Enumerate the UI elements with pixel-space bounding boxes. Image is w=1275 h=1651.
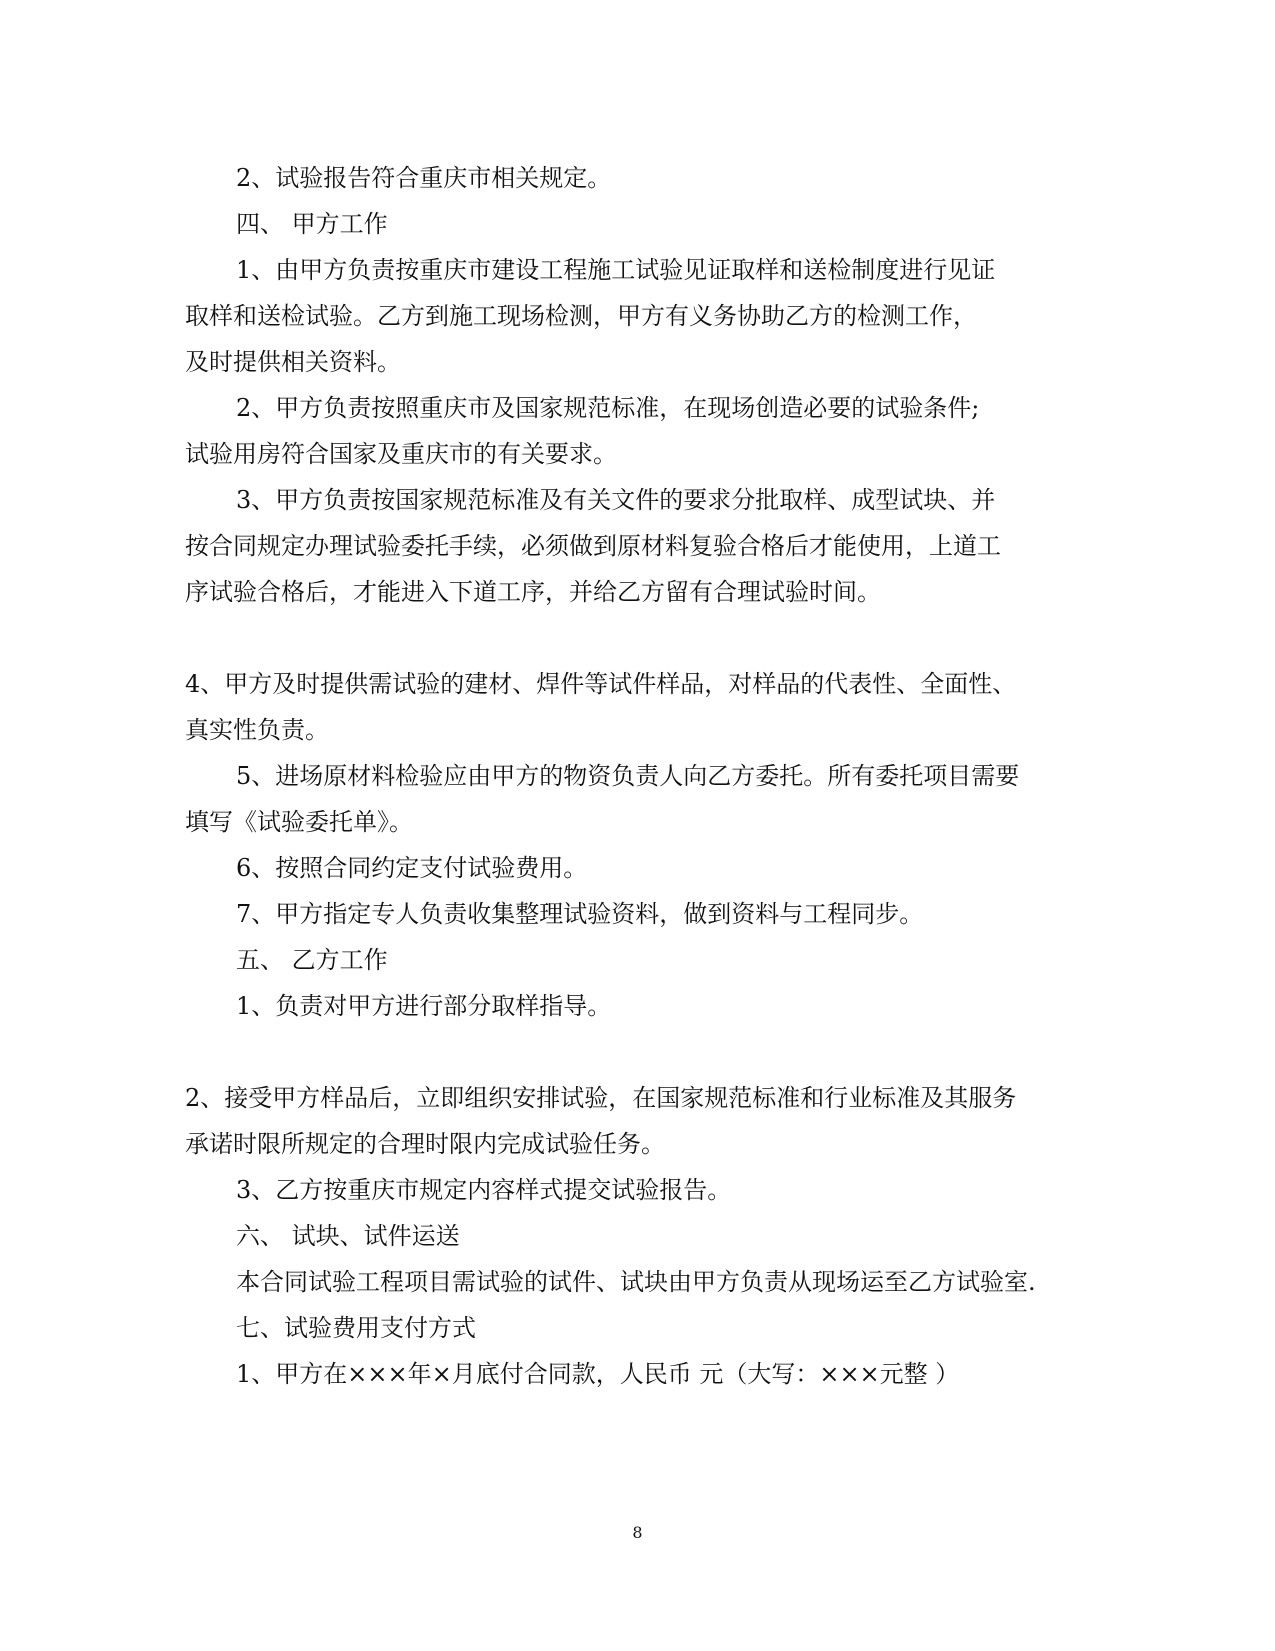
- paragraph-line: 3、乙方按重庆市规定内容样式提交试验报告。: [236, 1176, 732, 1204]
- paragraph-line: 1、负责对甲方进行部分取样指导。: [236, 992, 612, 1020]
- paragraph-line: 7、甲方指定专人负责收集整理试验资料，做到资料与工程同步。: [236, 900, 924, 928]
- paragraph-line: 5、进场原材料检验应由甲方的物资负责人向乙方委托。所有委托项目需要: [236, 762, 1020, 790]
- paragraph-line: 取样和送检试验。乙方到施工现场检测，甲方有义务协助乙方的检测工作，: [185, 302, 977, 330]
- paragraph-line: 及时提供相关资料。: [185, 348, 401, 376]
- section-heading: 七、试验费用支付方式: [236, 1314, 476, 1342]
- section-heading: 五、 乙方工作: [236, 946, 388, 974]
- page-number: 8: [632, 1523, 643, 1542]
- paragraph-line: 2、甲方负责按照重庆市及国家规范标准，在现场创造必要的试验条件;: [236, 394, 980, 422]
- paragraph-line: 6、按照合同约定支付试验费用。: [236, 854, 588, 882]
- paragraph-line: 1、由甲方负责按重庆市建设工程施工试验见证取样和送检制度进行见证: [236, 256, 996, 284]
- paragraph-line: 2、试验报告符合重庆市相关规定。: [236, 164, 612, 192]
- paragraph-line: 本合同试验工程项目需试验的试件、试块由甲方负责从现场运至乙方试验室.: [236, 1268, 1036, 1296]
- paragraph-line: 序试验合格后，才能进入下道工序，并给乙方留有合理试验时间。: [185, 578, 881, 606]
- paragraph-line: 试验用房符合国家及重庆市的有关要求。: [185, 440, 617, 468]
- section-heading: 六、 试块、试件运送: [236, 1222, 460, 1250]
- paragraph-line: 真实性负责。: [185, 716, 329, 744]
- paragraph-line: 按合同规定办理试验委托手续，必须做到原材料复验合格后才能使用，上道工: [185, 532, 1001, 560]
- paragraph-line: 填写《试验委托单》。: [185, 808, 413, 836]
- paragraph-line: 1、甲方在×××年×月底付合同款，人民币 元（大写：×××元整 ）: [236, 1360, 960, 1388]
- paragraph-line: 2、接受甲方样品后，立即组织安排试验，在国家规范标准和行业标准及其服务: [185, 1084, 1017, 1112]
- paragraph-line: 4、甲方及时提供需试验的建材、焊件等试件样品，对样品的代表性、全面性、: [185, 670, 1017, 698]
- paragraph-line: 3、甲方负责按国家规范标准及有关文件的要求分批取样、成型试块、并: [236, 486, 996, 514]
- section-heading: 四、 甲方工作: [236, 210, 388, 238]
- paragraph-line: 承诺时限所规定的合理时限内完成试验任务。: [185, 1130, 665, 1158]
